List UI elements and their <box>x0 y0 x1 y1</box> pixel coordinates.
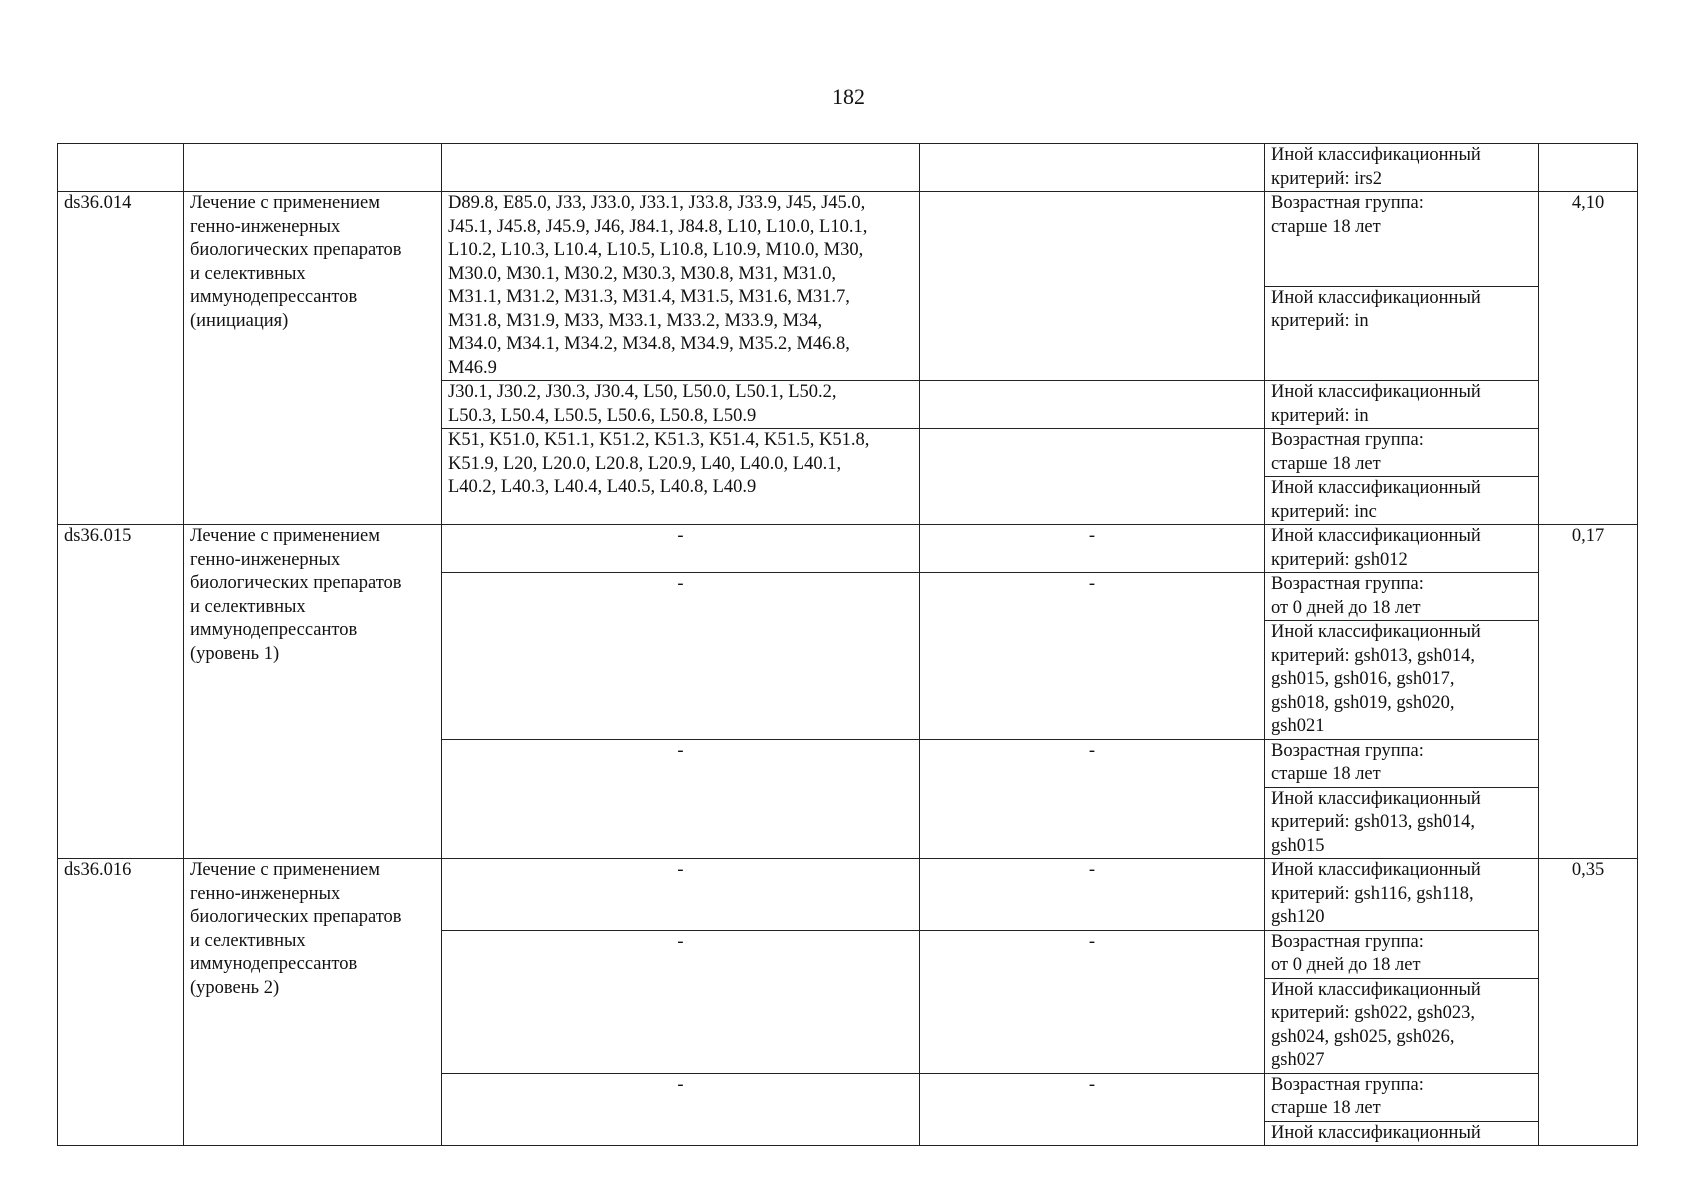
coefficient-cell <box>1539 144 1638 192</box>
service-cell <box>920 192 1265 381</box>
criterion-cell: Иной классификационный <box>1265 1121 1539 1146</box>
coefficient-cell: 0,17 <box>1539 525 1638 859</box>
diagnosis-cell: - <box>442 930 920 1073</box>
code-cell: ds36.014 <box>58 192 184 525</box>
page-number: 182 <box>832 84 865 109</box>
diagnosis-cell: - <box>442 573 920 740</box>
criterion-cell: Иной классификационный критерий: gsh116, gsh118, gsh120 <box>1265 859 1539 931</box>
name-cell <box>184 144 442 192</box>
name-cell: Лечение с применением генно-инженерных биологических препаратов и селективных иммунодепрессантов (инициация) <box>184 192 442 525</box>
criterion-cell: Иной классификационный критерий: irs2 <box>1265 144 1539 192</box>
code-cell: ds36.015 <box>58 525 184 859</box>
criterion-cell: Возрастная группа: от 0 дней до 18 лет <box>1265 930 1539 978</box>
service-cell: - <box>920 1073 1265 1146</box>
criterion-cell: Иной классификационный критерий: in <box>1265 286 1539 381</box>
service-cell: - <box>920 573 1265 740</box>
criterion-cell: Иной классификационный критерий: inc <box>1265 477 1539 525</box>
criterion-cell: Возрастная группа: старше 18 лет <box>1265 429 1539 477</box>
diagnosis-cell: D89.8, E85.0, J33, J33.0, J33.1, J33.8, J33.9, J45, J45.0, J45.1, J45.8, J45.9, J46, J84.1, J84.8, L10, L10.0, L10.1, L10.2, L10.3, L10.4, L10.5, L10.8, L10.9, M10.0, M30, M30.0, M30.1, M30.2, M30.3, M30.8, M31, M31.0, M31.1, M31.2, M31.3, M31.4, M31.5, M31.6, M31.7, M31.8, M31.9, M33, M33.1, M33.2, M33.9, M34, M34.0, M34.1, M34.2, M34.8, M34.9, M35.2, M46.8, M46.9 <box>442 192 920 381</box>
table-row <box>58 192 1638 287</box>
code-cell: ds36.016 <box>58 859 184 1146</box>
diagnosis-cell <box>442 144 920 192</box>
criterion-cell: Возрастная группа: старше 18 лет <box>1265 739 1539 787</box>
diagnosis-cell: - <box>442 859 920 931</box>
service-cell: - <box>920 930 1265 1073</box>
diagnosis-cell: - <box>442 739 920 859</box>
name-cell: Лечение с применением генно-инженерных биологических препаратов и селективных иммунодепрессантов (уровень 1) <box>184 525 442 859</box>
service-cell <box>920 144 1265 192</box>
table-row <box>58 859 1638 931</box>
diagnosis-cell: J30.1, J30.2, J30.3, J30.4, L50, L50.0, L50.1, L50.2, L50.3, L50.4, L50.5, L50.6, L50.8, L50.9 <box>442 381 920 429</box>
table-row <box>58 144 1638 192</box>
service-cell: - <box>920 859 1265 931</box>
service-cell: - <box>920 525 1265 573</box>
diagnosis-cell: K51, K51.0, K51.1, K51.2, K51.3, K51.4, K51.5, K51.8, K51.9, L20, L20.0, L20.8, L20.9, L40, L40.0, L40.1, L40.2, L40.3, L40.4, L40.5, L40.8, L40.9 <box>442 429 920 525</box>
name-cell: Лечение с применением генно-инженерных биологических препаратов и селективных иммунодепрессантов (уровень 2) <box>184 859 442 1146</box>
coefficient-cell: 0,35 <box>1539 859 1638 1146</box>
criterion-cell: Возрастная группа: старше 18 лет <box>1265 192 1539 287</box>
diagnosis-cell: - <box>442 525 920 573</box>
service-cell <box>920 381 1265 429</box>
criterion-cell: Возрастная группа: от 0 дней до 18 лет <box>1265 573 1539 621</box>
criterion-cell: Возрастная группа: старше 18 лет <box>1265 1073 1539 1121</box>
criterion-cell: Иной классификационный критерий: gsh013, gsh014, gsh015 <box>1265 787 1539 859</box>
criterion-cell: Иной классификационный критерий: in <box>1265 381 1539 429</box>
table-row <box>58 525 1638 573</box>
service-cell: - <box>920 739 1265 859</box>
service-cell <box>920 429 1265 525</box>
diagnosis-cell: - <box>442 1073 920 1146</box>
criterion-cell: Иной классификационный критерий: gsh013, gsh014, gsh015, gsh016, gsh017, gsh018, gsh019, gsh020, gsh021 <box>1265 621 1539 740</box>
coefficient-cell: 4,10 <box>1539 192 1638 525</box>
criterion-cell: Иной классификационный критерий: gsh022, gsh023, gsh024, gsh025, gsh026, gsh027 <box>1265 978 1539 1073</box>
code-cell <box>58 144 184 192</box>
tariff-table <box>57 143 1638 1146</box>
criterion-cell: Иной классификационный критерий: gsh012 <box>1265 525 1539 573</box>
